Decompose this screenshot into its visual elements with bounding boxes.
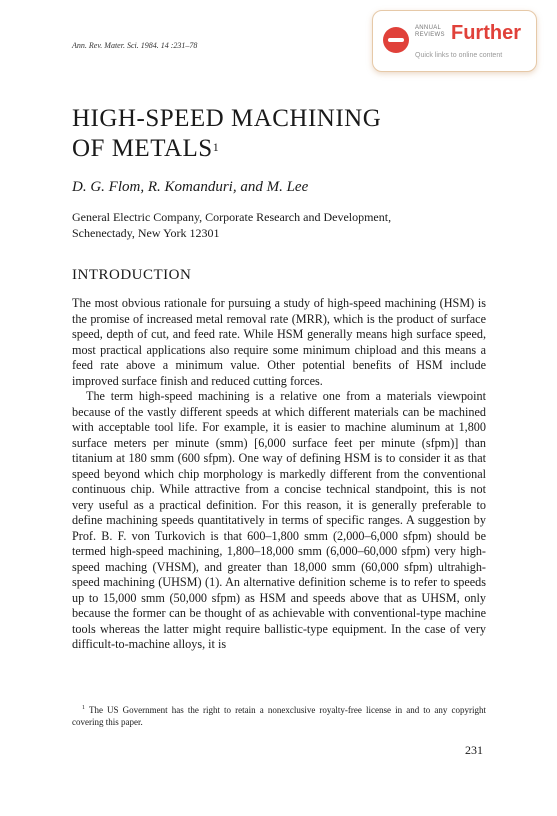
- title-line-2: OF METALS: [72, 135, 213, 162]
- affiliation-line-2: Schenectady, New York 12301: [72, 226, 220, 240]
- paragraph: The term high-speed machining is a relative one from a materials viewpoint because of the vastly different speeds at which different materials can be machined with acceptable tool life. For example, it is easier to machine aluminum at 1,800 surface meters per minute (smm) [6,000 surface feet per minute (sfpm)] than titanium at 180 smm (600 sfpm). One way of defining HSM is to consider it as that speed beyond which chip morphology is markedly different from the conventional continuous chip. While attractive from a concise technical standpoint, this is not very useful as a practical definition. For this reason, it is generally preferable to define machining speeds quantitatively in terms of specific ranges. A suggestion by Prof. B. F. von Turkovich is that 600–1,800 smm (2,000–6,000 sfpm) should be termed high-speed machining, 1,800–18,000 smm (6,000–60,000 sfpm) very high-speed maching (VHSM), and greater than 18,000 smm (60,000 sfpm) ultrahigh-speed machining (UHSM) (1). An alternative definition scheme is to refer to speeds up to 15,000 smm (50,000 sfpm) as HSM and speeds above that as UHSM, only because the former can be thought of as achievable with conventional-type machine tools whereas the latter might require ballistic-type equipment. In the case of very difficult-to-machine alloys, it is: [72, 389, 486, 651]
- further-reading-badge[interactable]: [372, 10, 537, 72]
- reviews-label: REVIEWS: [415, 32, 445, 38]
- footnote-mark: 1: [82, 705, 85, 711]
- section-heading: INTRODUCTION: [72, 267, 192, 283]
- affiliation: [72, 209, 492, 241]
- title-line-1: HIGH-SPEED MACHINING: [72, 105, 382, 132]
- annual-label: ANNUAL: [415, 25, 442, 31]
- footnote: [72, 702, 486, 728]
- paragraph: The most obvious rationale for pursuing a study of high-speed machining (HSM) is the promise of increased metal removal rate (MRR), which is the product of surface speed, depth of cut, and feed rate. While HSM generally means high surface speed, most practical applications also require some minimum chipload and this means a feed rate above a minimum value. Other potential benefits of HSM include improved surface finish and reduced cutting forces.: [72, 296, 486, 388]
- body-text: [72, 296, 486, 653]
- article-title: [72, 104, 381, 164]
- annual-reviews-logo: [415, 25, 445, 39]
- title-footnote-mark: 1: [212, 140, 220, 154]
- quick-links-label: Quick links to online content: [415, 52, 503, 59]
- arrow-icon: [383, 27, 409, 53]
- affiliation-line-1: General Electric Company, Corporate Research and Development,: [72, 210, 392, 224]
- footnote-text: The US Government has the right to retain a nonexclusive royalty-free license in and to any copyright covering this paper.: [72, 705, 487, 727]
- further-label: Further: [451, 22, 521, 44]
- page-number: 231: [465, 743, 483, 757]
- authors: D. G. Flom, R. Komanduri, and M. Lee: [72, 179, 309, 195]
- journal-reference: Ann. Rev. Mater. Sci. 1984. 14 :231–78: [72, 41, 198, 50]
